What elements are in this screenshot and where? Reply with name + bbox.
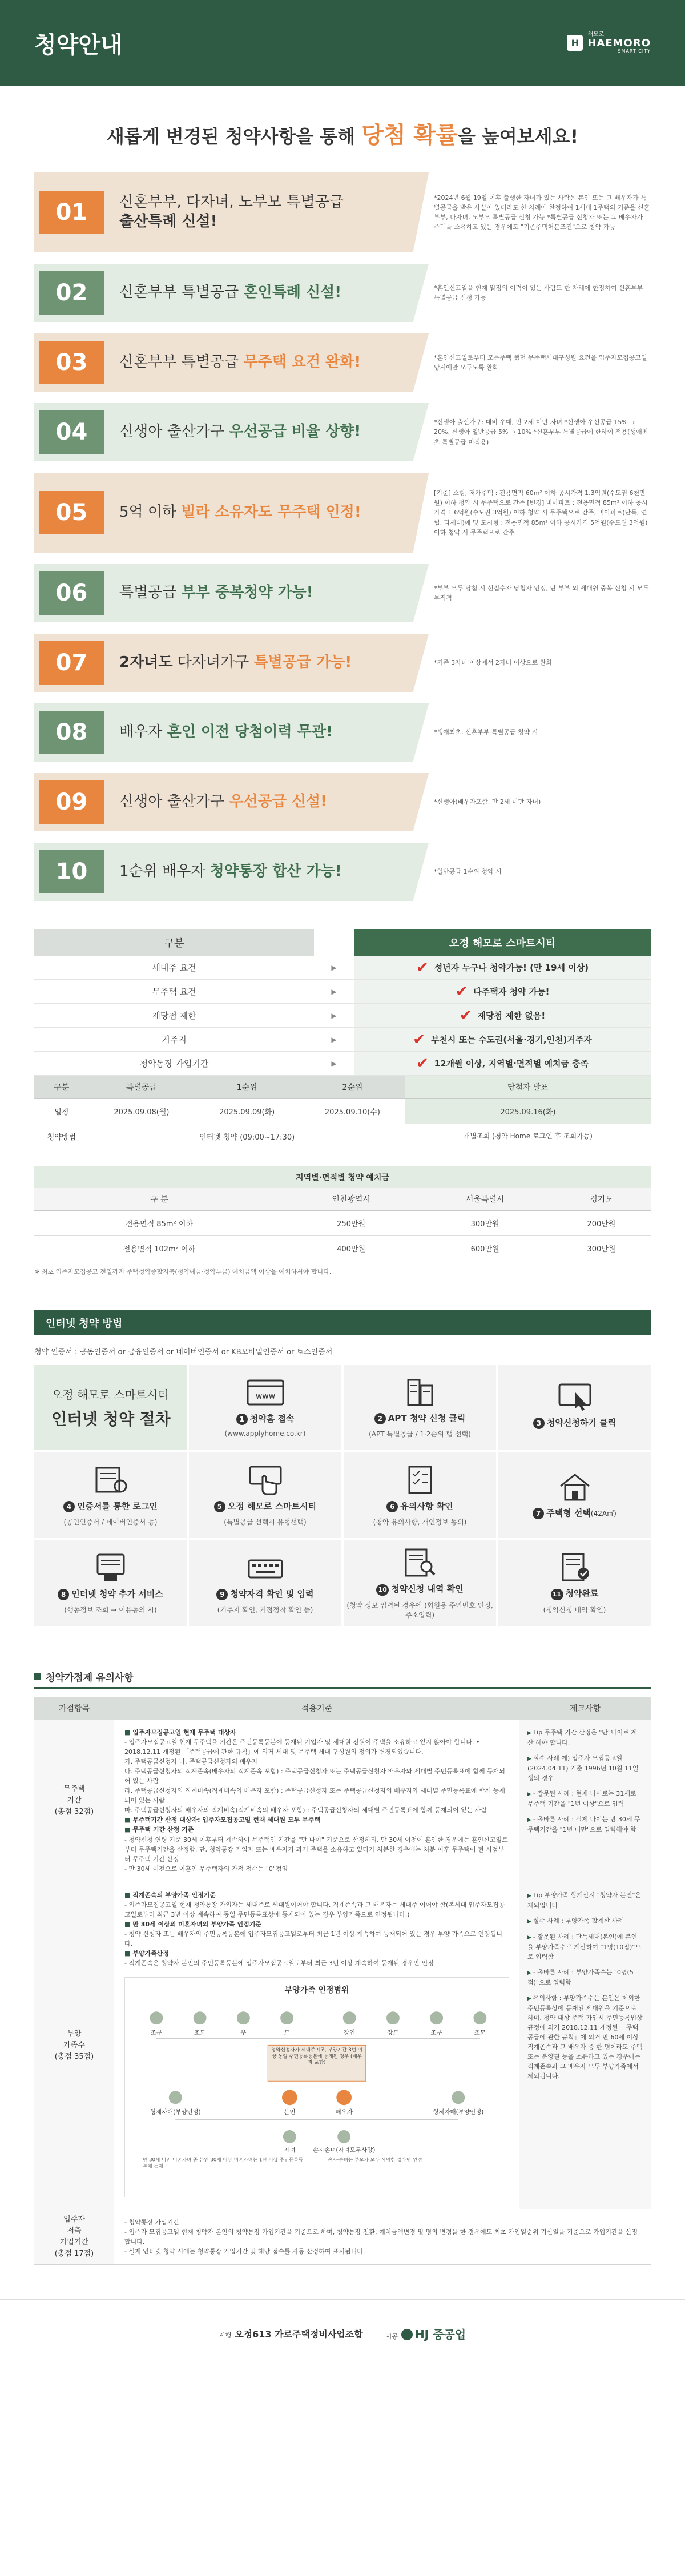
steps-lead-line2: 인터넷 청약 절차 bbox=[51, 1409, 171, 1428]
deposit-cell: 200만원 bbox=[552, 1211, 651, 1236]
feature-desc: [기준] 소형, 저가주택 : 전용면적 60m² 이하 공시가격 1.3억원(수도권 6천만원) 이하 청약 시 무주택으로 간주 [변경] 비아파트 : 전용면적 85m² 이하 공시가격 1.6억원(수도권 3억원) 이하 청약 시 무주택으로 간주, 비아파트(단독, 연립, 다세대)에 및 도시형 : 전용면적 85m² 이하 공시가격 5억원(수도권 3억원) 이하 청약 시 무주택으로 간주 bbox=[434, 489, 648, 536]
check-icon: ✔ bbox=[416, 1054, 429, 1072]
step-number: 6 bbox=[386, 1501, 398, 1512]
fam-top-4: 장인 bbox=[344, 2029, 356, 2036]
step-title: 주택형 선택 bbox=[546, 1508, 591, 1518]
arrow-right-icon: ▶ bbox=[331, 1011, 337, 1020]
fam-mid-left: 형제자매(부양인정) bbox=[150, 2108, 201, 2116]
check-item: ▶ - 잘못된 사례 : 현재 나이로는 31세로 무주택 기간을 "1년 이상"으로 입력 bbox=[527, 1789, 643, 1809]
notes-text: - 실제 인터넷 청약 시에는 청약통장 가입기간 및 해당 점수를 자동 산정하여 표시됩니다. bbox=[124, 2247, 365, 2255]
feature-title-text: 신혼부부 특별공급 bbox=[119, 284, 244, 301]
step-sub: (청약신청 내역 확인) bbox=[543, 1606, 606, 1614]
application-steps bbox=[34, 1365, 651, 1626]
feature-title-bold: 2자녀도 bbox=[119, 654, 173, 671]
feature-09 bbox=[34, 773, 651, 831]
notes-text: - 만 30세 이전으로 이혼인 무주택자의 가점 점수는 "0"점임 bbox=[124, 1865, 288, 1873]
feature-number: 04 bbox=[39, 410, 104, 454]
step-card bbox=[189, 1452, 341, 1538]
family-tree-diagram bbox=[124, 1977, 509, 2197]
notes-category: 입주자 저축 가입기간 (총점 17점) bbox=[34, 2209, 114, 2264]
family-tree-title: 부양가족 인정범위 bbox=[284, 1986, 349, 1995]
feature-title bbox=[104, 353, 373, 372]
step-sub: (42A㎡) bbox=[590, 1510, 616, 1518]
step-number: 2 bbox=[374, 1413, 386, 1424]
deposit-cell: 600만원 bbox=[418, 1236, 551, 1261]
step-number: 5 bbox=[214, 1501, 225, 1512]
schedule-cell: 2025.09.08(월) bbox=[89, 1098, 195, 1124]
deposit-header: 경기도 bbox=[552, 1188, 651, 1211]
hj-logo-icon bbox=[401, 2329, 413, 2340]
step-sub: (청약 정보 입력된 경우에 (회원용 주민번호 인정, 주소입력) bbox=[346, 1601, 493, 1619]
feature-title bbox=[104, 792, 373, 812]
arrow-right-icon: ▶ bbox=[331, 987, 337, 996]
feature-desc: *2024년 6월 19일 이후 출생한 자녀가 있는 사람은 본인 또는 그 배우자가 특별공급을 받은 사실이 있더라도 한 차례에 한정하여 1세대 1주택의 기준을 신혼부부, 다자녀, 노부모 특별공급 신청 가능 *특별공급 신청자 또는 그 배우자가 주택을 소유하고 있는 경우에도 "기존주택처분조건"으로 청약 가능 bbox=[434, 194, 650, 231]
headline-post: 을 높여보세요! bbox=[457, 126, 579, 147]
table-row bbox=[34, 1720, 651, 1882]
comparison-table bbox=[34, 929, 651, 1076]
feature-title-text: 다자녀가구 bbox=[172, 654, 254, 671]
step-number: 10 bbox=[376, 1584, 389, 1596]
deposit-table bbox=[34, 1188, 651, 1262]
notes-heading: ■ 입주자모집공고일 현재 무주택 대상자 bbox=[124, 1728, 509, 1737]
notes-text: 라. 주택공급신청자의 직계비속(직계비속의 배우자 포함) : 주택공급신청자 또는 주택공급신청자의 배우자와 세대별 주민등록표에 함께 등재되어 있는 사람 bbox=[124, 1787, 505, 1805]
footer-developer-label: 시행 bbox=[219, 2331, 232, 2339]
feature-title-text: 특별공급 bbox=[119, 584, 182, 602]
page-footer bbox=[0, 2299, 685, 2368]
feature-title bbox=[104, 193, 373, 232]
check-item: ▶ - 잘못된 사례 : 단독세대(본인)에 본인을 부양가족수로 계산하여 "1명(10점)"으로 입력함 bbox=[527, 1932, 643, 1962]
feature-number: 06 bbox=[39, 571, 104, 615]
feature-title-accent: 빌라 소유자도 무주택 인정! bbox=[181, 504, 361, 521]
checklist-icon bbox=[400, 1464, 440, 1495]
notes-text: 마. 주택공급신청자의 배우자의 직계비속(직계비속의 배우자 포함) : 주택공급신청자의 세대별 주민등록표에 함께 등재되어 있는 사람 bbox=[124, 1806, 487, 1814]
notes-text: - 입주자모집공고일 현재 청약통장 가입자는 세대주로 세대원이어야 합니다. 직계존속과 그 배우자는 세대주 이어야 함(본세대 입주자모집공고일로부터 최근 3년 이상 계속하여 동일 주민등록표상에 등재되어 있는 경우 부양가족으로 인정됩니다.) bbox=[124, 1901, 505, 1918]
family-tree-svg bbox=[132, 2002, 502, 2190]
step-title: 유의사항 확인 bbox=[400, 1500, 453, 1511]
notes-text: - 청약 신청자 또는 배우자의 주민등록등본에 입주자모집공고일로부터 최근 1년 이상 계속하여 등재되어 있는 경우 부양 가족으로 인정됩니다. bbox=[124, 1930, 502, 1947]
feature-title-text: 신생아 출산가구 bbox=[119, 423, 229, 441]
schedule-cell: 2025.09.16(화) bbox=[405, 1098, 651, 1124]
feature-number: 05 bbox=[39, 491, 104, 534]
feature-title bbox=[104, 653, 373, 673]
step-sub: (공인인증서 / 네이버인증서 등) bbox=[63, 1518, 158, 1526]
feature-title bbox=[104, 583, 373, 603]
feature-desc: *일반공급 1순위 청약 시 bbox=[434, 868, 502, 876]
compare-value: 12개월 이상, 지역별·면적별 예치금 충족 bbox=[434, 1058, 589, 1069]
footer-builder-name: HJ 중공업 bbox=[414, 2327, 466, 2341]
notes-heading: ■ 직계존속의 부양가족 인정기준 bbox=[124, 1890, 509, 1900]
feature-06 bbox=[34, 564, 651, 622]
notes-category: 부양 가족수 (총점 35점) bbox=[34, 1882, 114, 2209]
steps-lead bbox=[34, 1365, 187, 1450]
feature-05 bbox=[34, 473, 651, 553]
compare-label: 무주택 요건 bbox=[152, 987, 196, 997]
step-title: 오정 해모로 스마트시티 bbox=[227, 1500, 317, 1511]
feature-title bbox=[104, 723, 373, 742]
notes-header: 가점항목 bbox=[34, 1697, 114, 1720]
web-browser-icon bbox=[245, 1377, 285, 1408]
check-item: ▶ 실수 사례 예) 입주자 모집공고일(2024.04.11) 기준 1996년 10월 11일 생의 경우 bbox=[527, 1753, 643, 1783]
schedule-header: 특별공급 bbox=[89, 1076, 195, 1098]
feature-07 bbox=[34, 634, 651, 692]
step-sub: (청약 유의사항, 개인정보 동의) bbox=[373, 1518, 467, 1526]
footer-builder bbox=[386, 2325, 466, 2342]
notes-header: 제크사항 bbox=[519, 1697, 651, 1720]
brand-logo bbox=[567, 31, 651, 54]
step-card bbox=[498, 1452, 651, 1538]
feature-title bbox=[104, 862, 373, 882]
compare-label: 세대주 요건 bbox=[152, 963, 196, 973]
schedule-cell: 인터넷 청약 (09:00~17:30) bbox=[89, 1124, 405, 1149]
step-number: 9 bbox=[216, 1589, 228, 1600]
headline-highlight: 당첨 확률 bbox=[361, 122, 458, 148]
feature-title-accent: 우선공급 신설! bbox=[229, 793, 327, 811]
notes-text: 다. 주택공급신청자의 직계존속(배우자의 직계존속 포함) : 주택공급신청자 또는 주택공급신청자 배우자와 세대별 주민등록표에 함께 등재되어 있는 사람 bbox=[124, 1768, 505, 1785]
notes-heading: ■ 부양가족산정 bbox=[124, 1949, 509, 1958]
compare-label: 재당첨 제한 bbox=[152, 1011, 196, 1021]
notes-check bbox=[519, 1882, 651, 2209]
check-icon: ✔ bbox=[413, 1031, 425, 1048]
apartment-icon bbox=[400, 1376, 440, 1407]
fam-top-5: 장모 bbox=[387, 2029, 399, 2036]
fam-top-6: 조부 bbox=[430, 2029, 442, 2036]
magnifier-document-icon bbox=[400, 1547, 440, 1578]
feature-title-text: 5억 이하 bbox=[119, 504, 182, 521]
feature-desc: *기존 3자녀 이상에서 2자녀 이상으로 완화 bbox=[434, 659, 552, 667]
schedule-cell: 2025.09.10(수) bbox=[300, 1098, 405, 1124]
notes-text: 가. 주택공급신청자 나. 주택공급신청자의 배우자 bbox=[124, 1758, 258, 1766]
footer-developer-name: 오정613 가로주택정비사업조합 bbox=[235, 2328, 363, 2340]
notes-heading: ■ 무주택기간 산정 대상자: 입주자모집공고일 현재 세대원 모두 무주택 bbox=[124, 1815, 509, 1825]
fam-spouse: 배우자 bbox=[335, 2108, 353, 2116]
step-sub: (APT 특별공급 / 1·2순위 탭 선택) bbox=[369, 1430, 471, 1438]
feature-number: 10 bbox=[39, 850, 104, 893]
step-number: 8 bbox=[58, 1589, 69, 1600]
feature-03 bbox=[34, 333, 651, 392]
step-sub: (특별공급 선택시 유형선택) bbox=[224, 1518, 307, 1526]
fam-note-left: 만 30세 미만 미혼자녀 중 본인 30세 이상 미혼자녀는 1년 이상 주민등록등본에 등재 bbox=[143, 2157, 304, 2170]
feature-title-text: 신생아 출산가구 bbox=[119, 793, 229, 811]
step-card bbox=[189, 1365, 341, 1450]
notes-text: - 청약신청 연령 기준 30세 이후부터 계속하여 무주택인 기간을 "만 나이" 기준으로 산정하되, 만 30세 이전에 혼인한 경우에는 혼인신고일로부터 무주택기간을 산정함. 단, 청약통장 가입자 또는 배우자가 과거 주택을 소유하고 있다가 처분한 경우에는 처분 이후 무주택이 된 시점부터 무주택 기간 산정 bbox=[124, 1836, 508, 1863]
feature-title-accent: 혼인특례 신설! bbox=[243, 284, 342, 301]
feature-number: 07 bbox=[39, 641, 104, 685]
check-item: ▶ 유의사항 : 부양가족수는 본인은 제외한 주민등록상에 등재된 세대원을 기준으로 하며, 청약 대상 주택 가입시 주민등록법상 규정에 의거 2018.12.11 개정된 「주택공급에 관한 규칙」에 의거 만 60세 이상 직계존속과 그 배우자 중 한 명이라도 주택 또는 분양권 등을 소유하고 있는 경우에는 직계존속과 그 배우자 모두 부양가족에서 제외됩니다. bbox=[527, 1993, 643, 2081]
page-header bbox=[0, 0, 685, 86]
notes-title: 청약가점제 유의사항 bbox=[46, 1672, 134, 1684]
feature-title bbox=[104, 422, 373, 442]
fam-top-7: 조모 bbox=[474, 2029, 486, 2036]
check-icon: ✔ bbox=[455, 983, 468, 1000]
feature-desc: *혼인신고일로부터 모든주택 했던 무주택세대구성원 요건을 입주자모집공고일 당시에만 모두도록 완화 bbox=[434, 353, 647, 371]
section-title-notes bbox=[34, 1666, 651, 1689]
table-row bbox=[34, 2209, 651, 2264]
compare-row bbox=[34, 1028, 651, 1052]
notes-body bbox=[114, 1882, 519, 2209]
feature-title-accent: 혼인 이전 당첨이력 무관! bbox=[167, 723, 333, 741]
steps-lead-line1: 오정 해모로 스마트시티 bbox=[51, 1387, 169, 1402]
check-item: ▶ - 올바른 사례 : 부양가족수는 "0명(5점)"으로 입력함 bbox=[527, 1967, 643, 1987]
person-icon bbox=[283, 2130, 350, 2143]
deposit-title: 지역별·면적별 청약 예치금 bbox=[34, 1166, 651, 1188]
compare-label: 청약통장 가입기간 bbox=[139, 1058, 209, 1069]
table-row bbox=[34, 1124, 651, 1149]
feature-desc: *신생아(배우자포함, 만 2세 미만 자녀) bbox=[434, 798, 541, 806]
fam-bottom-0: 자녀 bbox=[284, 2146, 296, 2154]
feature-desc: *부부 모두 당첨 시 선접수자 당첨자 인정, 단 부부 외 세대원 중복 신청 시 모두 부적격 bbox=[434, 584, 649, 602]
schedule-header: 2순위 bbox=[300, 1076, 405, 1098]
check-item: ▶ Tip 부양가족 합계산시 "청약자 본인"은 제외입니다 bbox=[527, 1890, 643, 1910]
table-row bbox=[34, 1098, 651, 1124]
deposit-note: ※ 최초 입주자모집공고 전일까지 주택청약종합저축(청약예금·청약부금) 예치금액 이상을 예치하셔야 합니다. bbox=[34, 1268, 332, 1275]
feature-number: 02 bbox=[39, 271, 104, 315]
person-icon bbox=[169, 2091, 465, 2104]
compare-value: 성년자 누구나 청약가능! (만 19세 이상) bbox=[434, 963, 589, 973]
compare-value: 부천시 또는 수도권(서울·경기,인천)거주자 bbox=[430, 1035, 592, 1045]
arrow-right-icon: ▶ bbox=[331, 1035, 337, 1044]
fam-center-note: 청약신청자가 세대주이고, 부양기간 3년 이상 동일 주민등록등본에 등재된 경우 (배우자 포함) bbox=[271, 2047, 362, 2066]
step-card bbox=[344, 1540, 496, 1626]
deposit-cell: 400만원 bbox=[284, 1236, 418, 1261]
feature-desc: *혼인신고일을 현재 일정의 이력이 있는 사람도 한 차례에 한정하여 신혼부부 특별공급 신청 가능 bbox=[434, 284, 643, 301]
fam-mid-right: 형제자매(부양인정) bbox=[433, 2108, 484, 2116]
feature-02 bbox=[34, 264, 651, 322]
feature-08 bbox=[34, 703, 651, 762]
table-row bbox=[34, 1236, 651, 1261]
certificate-icon bbox=[91, 1464, 131, 1495]
compare-right-header: 오정 해모로 스마트시티 bbox=[354, 929, 651, 956]
house-icon bbox=[555, 1471, 595, 1502]
feature-number: 09 bbox=[39, 780, 104, 824]
compare-row bbox=[34, 1052, 651, 1076]
headline-pre: 새롭게 변경된 청약사항을 통해 bbox=[106, 126, 362, 147]
step-title: 청약완료 bbox=[565, 1588, 599, 1599]
arrow-right-icon: ▶ bbox=[331, 1059, 337, 1068]
schedule-header: 구분 bbox=[34, 1076, 89, 1098]
feature-title-accent: 부부 중복청약 가능! bbox=[181, 584, 313, 602]
notes-header: 적용기준 bbox=[114, 1697, 519, 1720]
check-item: ▶ 실수 사례 : 부양가족 합계산 사례 bbox=[527, 1916, 643, 1926]
notes-body bbox=[114, 1720, 519, 1882]
schedule-cell: 개별조회 (청약 Home 로그인 후 조회가능) bbox=[405, 1124, 651, 1149]
notes-text: - 청약통장 가입기간 bbox=[124, 2218, 179, 2226]
step-card bbox=[34, 1540, 187, 1626]
feature-number: 01 bbox=[39, 191, 104, 234]
feature-title-text: 배우자 bbox=[119, 723, 167, 741]
notes-category: 무주택 기간 (총점 32점) bbox=[34, 1720, 114, 1882]
schedule-header: 1순위 bbox=[194, 1076, 300, 1098]
feature-desc: *생애최초, 신혼부부 특별공급 청약 시 bbox=[434, 728, 538, 736]
compare-value: 재당첨 제한 없음! bbox=[477, 1011, 546, 1021]
feature-title-accent: 무주택 요건 완화! bbox=[243, 353, 361, 371]
step-number: 11 bbox=[551, 1589, 563, 1600]
compare-row bbox=[34, 956, 651, 980]
schedule-cell: 2025.09.09(화) bbox=[194, 1098, 300, 1124]
feature-10 bbox=[34, 843, 651, 901]
fam-note-right: 손자·손녀는 부모가 모두 사망한 경우만 인정 bbox=[328, 2157, 422, 2163]
notes-text: - 입주자모집공고일 현재 무주택을 기간은 주민등록등본에 등재된 기입자 및 세대원 전원이 주택을 소유하고 있지 않아야 합니다. • 2018.12.11 개정된 「주택공급에 관한 규칙」에 의거 세대 및 무주택 세대 구성원의 정의가 변경되었습니다. bbox=[124, 1738, 480, 1756]
deposit-cell: 300만원 bbox=[418, 1211, 551, 1236]
step-card bbox=[498, 1365, 651, 1450]
feature-title-accent: 특별공급 가능! bbox=[253, 654, 352, 671]
step-card bbox=[344, 1452, 496, 1538]
step-number: 1 bbox=[236, 1414, 248, 1425]
brand-mark-icon: H bbox=[567, 35, 583, 51]
check-icon: ✔ bbox=[416, 959, 429, 976]
notes-heading: ■ 무주택 기간 산정 기준 bbox=[124, 1825, 509, 1834]
complete-document-icon bbox=[555, 1552, 595, 1583]
compare-left-header: 구분 bbox=[34, 929, 314, 956]
certificate-note: 청약 인증서 : 공동인증서 or 금융인증서 or 네이버인증서 or KB모바일인증서 or 토스인증서 bbox=[34, 1348, 333, 1357]
compare-row bbox=[34, 980, 651, 1004]
deposit-cell: 전용면적 85m² 이하 bbox=[34, 1211, 284, 1236]
notes-table bbox=[34, 1697, 651, 2265]
step-number: 3 bbox=[533, 1418, 545, 1429]
click-cursor-icon bbox=[555, 1381, 595, 1412]
compare-label: 거주지 bbox=[162, 1035, 187, 1045]
compare-row bbox=[34, 1004, 651, 1028]
step-sub: (행동정보 조회 → 이용동의 시) bbox=[64, 1605, 157, 1614]
feature-title-text: 1순위 배우자 bbox=[119, 863, 210, 880]
step-title: 청약신청 내역 확인 bbox=[391, 1583, 464, 1594]
step-number: 7 bbox=[533, 1508, 544, 1519]
compare-value: 다주택자 청약 가능! bbox=[473, 987, 550, 997]
step-title: 인터넷 청약 추가 서비스 bbox=[71, 1588, 163, 1599]
document-icon bbox=[91, 1552, 131, 1583]
section-title-internet: 인터넷 청약 방법 bbox=[34, 1310, 651, 1335]
fam-top-2: 부 bbox=[240, 2029, 247, 2036]
step-card bbox=[498, 1540, 651, 1626]
step-title: 인증서를 통한 로그인 bbox=[77, 1500, 158, 1511]
notes-text: - 직계존속은 청약자 본인의 주민등록등본에 입주자모집공고일로부터 최근 3년 이상 계속하여 등재된 경우만 인정 bbox=[124, 1959, 434, 1967]
schedule-cell: 일정 bbox=[34, 1098, 89, 1124]
schedule-header: 당첨자 발표 bbox=[405, 1076, 651, 1098]
table-row bbox=[34, 1211, 651, 1236]
step-sub: (www.applyhome.co.kr) bbox=[224, 1430, 306, 1438]
step-title: 청약홈 접속 bbox=[249, 1414, 295, 1424]
deposit-header: 인천광역시 bbox=[284, 1188, 418, 1211]
step-card bbox=[34, 1452, 187, 1538]
notes-text: - 입주자 모집공고일 현재 청약자 본인의 청약통장 가입기간을 기준으로 하며, 청약통장 전환, 예치금액변경 및 명의 변경을 한 경우에도 최초 가입일순위 기산일을 기준으로 가입기간을 산정합니다. bbox=[124, 2228, 638, 2245]
fam-self: 본인 bbox=[284, 2108, 296, 2116]
deposit-cell: 250만원 bbox=[284, 1211, 418, 1236]
person-icon bbox=[150, 2011, 486, 2024]
fam-top-1: 조모 bbox=[194, 2029, 206, 2036]
footer-builder-label: 시공 bbox=[385, 2332, 398, 2340]
brand-small-label: 해모로 bbox=[587, 31, 605, 38]
arrow-right-icon: ▶ bbox=[331, 963, 337, 972]
feature-title-accent: 청약통장 합산 가능! bbox=[209, 863, 342, 880]
check-item: ▶ - 올바른 사례 : 실제 나이는 만 30세 무주택기간을 "1년 미만"으로 입력해야 함 bbox=[527, 1814, 643, 1834]
deposit-cell: 전용면적 102m² 이하 bbox=[34, 1236, 284, 1261]
hand-click-icon bbox=[245, 1464, 285, 1495]
feature-number: 08 bbox=[39, 711, 104, 754]
svg-text:www: www bbox=[255, 1392, 275, 1401]
fam-top-0: 조부 bbox=[150, 2029, 162, 2036]
headline bbox=[0, 86, 685, 172]
step-number: 4 bbox=[63, 1501, 75, 1512]
page-title: 청약안내 bbox=[34, 31, 123, 58]
feature-title-line1: 신혼부부, 다자녀, 노부모 특별공급 bbox=[119, 194, 344, 211]
step-card bbox=[344, 1365, 496, 1450]
step-sub: (거주지 확인, 거점정착 확인 등) bbox=[217, 1605, 313, 1614]
step-title: 청약자격 확인 및 입력 bbox=[230, 1588, 314, 1599]
person-icon bbox=[282, 2090, 352, 2105]
brand-sub: SMART CITY bbox=[618, 49, 651, 54]
feature-04 bbox=[34, 403, 651, 461]
step-title: 청약신청하기 클릭 bbox=[546, 1418, 616, 1428]
footer-developer bbox=[219, 2327, 363, 2340]
table-row bbox=[34, 1882, 651, 2209]
feature-title bbox=[104, 503, 373, 522]
notes-check bbox=[519, 1720, 651, 1882]
feature-title-accent: 우선공급 비율 상향! bbox=[229, 423, 361, 441]
feature-title-line2: 출산특례 신설! bbox=[119, 213, 217, 230]
deposit-header: 서울특별시 bbox=[418, 1188, 551, 1211]
deposit-cell: 300만원 bbox=[552, 1236, 651, 1261]
feature-01 bbox=[34, 172, 651, 252]
check-icon: ✔ bbox=[459, 1007, 472, 1024]
keyboard-icon bbox=[245, 1552, 285, 1583]
deposit-header: 구 분 bbox=[34, 1188, 284, 1211]
feature-desc: *신생아 출산가구: 대비 우대, 만 2세 미만 자녀 *신생아 우선공급 15% → 20%, 신생아 일반공급 5% → 10% *신혼부부 특별공급에 한하여 적용(생애최초 특별공급 미적용) bbox=[434, 418, 648, 446]
notes-body bbox=[114, 2209, 651, 2264]
fam-bottom-1: 손자손녀(자녀모두사망) bbox=[312, 2146, 376, 2154]
step-card bbox=[189, 1540, 341, 1626]
fam-top-3: 모 bbox=[284, 2029, 290, 2036]
feature-number: 03 bbox=[39, 341, 104, 384]
brand-name: HAEMORO bbox=[587, 37, 651, 50]
feature-title-text: 신혼부부 특별공급 bbox=[119, 353, 244, 371]
square-bullet-icon bbox=[34, 1673, 41, 1680]
step-title: APT 청약 신청 클릭 bbox=[388, 1412, 466, 1423]
check-item: ▶ Tip 무주택 기간 산정은 "만"나이로 계산 해야 합니다. bbox=[527, 1728, 643, 1748]
schedule-cell: 청약방법 bbox=[34, 1124, 89, 1149]
schedule-table bbox=[34, 1076, 651, 1149]
notes-heading: ■ 만 30세 이상의 미혼자녀의 부양가족 인정기준 bbox=[124, 1919, 509, 1929]
feature-title bbox=[104, 283, 373, 303]
